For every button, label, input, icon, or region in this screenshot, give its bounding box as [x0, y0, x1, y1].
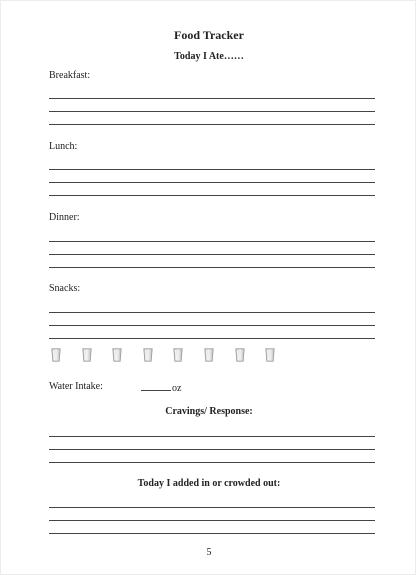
- page-title: Food Tracker: [174, 28, 244, 42]
- snacks-line-3[interactable]: [49, 338, 375, 339]
- snacks-line-2[interactable]: [49, 325, 375, 326]
- cravings-line-3[interactable]: [49, 462, 375, 463]
- water-glass-icon[interactable]: [204, 348, 214, 362]
- cravings-line-2[interactable]: [49, 449, 375, 450]
- added-heading: Today I added in or crowded out:: [137, 478, 281, 489]
- water-unit: oz: [172, 383, 182, 394]
- water-glass-icon[interactable]: [143, 348, 153, 362]
- page-subtitle: Today I Ate……: [174, 51, 244, 62]
- cravings-line-1[interactable]: [49, 436, 375, 437]
- water-glass-icon[interactable]: [51, 348, 61, 362]
- water-glass-icon[interactable]: [235, 348, 245, 362]
- snacks-line-1[interactable]: [49, 312, 375, 313]
- lunch-line-2[interactable]: [49, 182, 375, 183]
- added-line-2[interactable]: [49, 520, 375, 521]
- water-glass-icon[interactable]: [265, 348, 275, 362]
- lunch-line-3[interactable]: [49, 195, 375, 196]
- water-glass-icon[interactable]: [82, 348, 92, 362]
- dinner-label: Dinner:: [49, 212, 80, 223]
- snacks-label: Snacks:: [49, 283, 81, 294]
- breakfast-line-1[interactable]: [49, 98, 375, 99]
- lunch-line-1[interactable]: [49, 169, 375, 170]
- breakfast-label: Breakfast:: [49, 70, 91, 81]
- lunch-label: Lunch:: [49, 141, 78, 152]
- dinner-line-1[interactable]: [49, 241, 375, 242]
- water-glass-icon[interactable]: [173, 348, 183, 362]
- water-glass-icon[interactable]: [112, 348, 122, 362]
- water-oz-blank[interactable]: [141, 381, 171, 391]
- added-line-1[interactable]: [49, 507, 375, 508]
- page-number: 5: [206, 547, 212, 558]
- cravings-heading: Cravings/ Response:: [165, 406, 253, 417]
- breakfast-line-2[interactable]: [49, 111, 375, 112]
- added-line-3[interactable]: [49, 533, 375, 534]
- breakfast-line-3[interactable]: [49, 124, 375, 125]
- dinner-line-3[interactable]: [49, 267, 375, 268]
- water-oz-field[interactable]: [141, 381, 181, 394]
- water-intake-label: Water Intake:: [49, 381, 103, 392]
- dinner-line-2[interactable]: [49, 254, 375, 255]
